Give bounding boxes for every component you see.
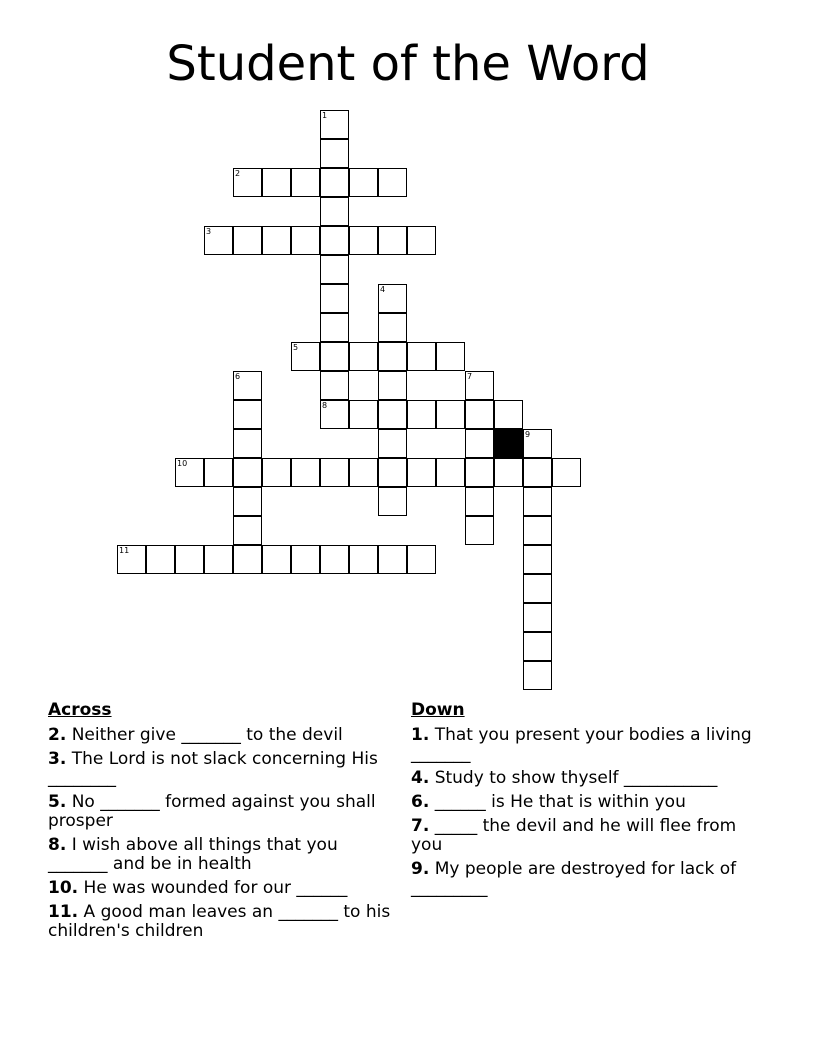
grid-cell[interactable] xyxy=(407,545,436,574)
page-title: Student of the Word xyxy=(166,36,650,92)
grid-cell[interactable] xyxy=(233,371,262,400)
grid-cell[interactable] xyxy=(523,545,552,574)
grid-cell[interactable] xyxy=(262,168,291,197)
clue-number: 6. xyxy=(411,792,430,812)
grid-cell[interactable] xyxy=(233,487,262,516)
grid-cell[interactable] xyxy=(523,458,552,487)
cell-number: 8 xyxy=(322,401,328,410)
cell-number: 9 xyxy=(525,430,531,439)
clue-down-7 xyxy=(411,817,756,855)
clue-down-6 xyxy=(411,793,756,812)
clue-text: A good man leaves an _______ to his children's children xyxy=(48,902,391,941)
grid-cell[interactable] xyxy=(320,255,349,284)
clue-text: _____ the devil and he will flee from you xyxy=(411,816,737,855)
grid-cell[interactable] xyxy=(349,226,378,255)
grid-cell[interactable] xyxy=(349,342,378,371)
clue-down-1 xyxy=(411,726,756,764)
across-heading: Across xyxy=(48,700,112,720)
grid-cell[interactable] xyxy=(233,400,262,429)
grid-cell[interactable] xyxy=(233,516,262,545)
grid-cell[interactable] xyxy=(378,168,407,197)
grid-cell[interactable] xyxy=(523,487,552,516)
clue-text: He was wounded for our ______ xyxy=(83,878,348,898)
clue-text: I wish above all things that you _______ and be in health xyxy=(48,835,338,874)
grid-cell[interactable] xyxy=(523,574,552,603)
grid-cell[interactable] xyxy=(465,487,494,516)
grid-cell[interactable] xyxy=(378,313,407,342)
grid-cell[interactable] xyxy=(291,458,320,487)
grid-cell[interactable] xyxy=(552,458,581,487)
clue-across-2 xyxy=(48,726,398,745)
grid-cell[interactable] xyxy=(204,226,233,255)
grid-cell[interactable] xyxy=(465,516,494,545)
clue-text: Neither give _______ to the devil xyxy=(71,725,343,745)
cell-number: 7 xyxy=(467,372,473,381)
grid-cell[interactable] xyxy=(465,429,494,458)
grid-cell[interactable] xyxy=(436,458,465,487)
grid-cell[interactable] xyxy=(320,139,349,168)
down-heading: Down xyxy=(411,700,465,720)
grid-cell[interactable] xyxy=(523,516,552,545)
grid-cell[interactable] xyxy=(320,313,349,342)
grid-cell[interactable] xyxy=(523,603,552,632)
clue-text: The Lord is not slack concerning His ________ xyxy=(48,749,378,788)
grid-cell[interactable] xyxy=(320,197,349,226)
clue-number: 10. xyxy=(48,878,79,898)
grid-cell[interactable] xyxy=(378,284,407,313)
clue-across-8 xyxy=(48,836,398,874)
grid-cell[interactable] xyxy=(407,342,436,371)
across-clues xyxy=(48,700,398,946)
grid-cell[interactable] xyxy=(320,545,349,574)
grid-cell[interactable] xyxy=(204,458,233,487)
clue-text: My people are destroyed for lack of _________ xyxy=(411,859,737,898)
grid-cell[interactable] xyxy=(349,400,378,429)
grid-cell[interactable] xyxy=(146,545,175,574)
grid-cell[interactable] xyxy=(320,110,349,139)
grid-cell[interactable] xyxy=(407,226,436,255)
cell-number: 2 xyxy=(235,169,241,178)
grid-cell[interactable] xyxy=(320,226,349,255)
grid-cell[interactable] xyxy=(320,371,349,400)
grid-cell[interactable] xyxy=(233,168,262,197)
grid-cell[interactable] xyxy=(320,458,349,487)
grid-cell[interactable] xyxy=(523,429,552,458)
grid-cell[interactable] xyxy=(233,226,262,255)
grid-cell[interactable] xyxy=(378,429,407,458)
clue-number: 5. xyxy=(48,792,67,812)
clue-down-4 xyxy=(411,769,756,788)
grid-cell[interactable] xyxy=(407,458,436,487)
grid-cell[interactable] xyxy=(378,545,407,574)
grid-cell[interactable] xyxy=(378,226,407,255)
clue-text: ______ is He that is within you xyxy=(434,792,686,812)
black-square xyxy=(494,429,523,458)
grid-cell[interactable] xyxy=(175,458,204,487)
cell-number: 6 xyxy=(235,372,241,381)
clue-number: 1. xyxy=(411,725,430,745)
cell-number: 11 xyxy=(119,546,130,555)
grid-cell[interactable] xyxy=(233,545,262,574)
grid-cell[interactable] xyxy=(349,168,378,197)
clue-number: 9. xyxy=(411,859,430,879)
grid-cell[interactable] xyxy=(175,545,204,574)
down-clues xyxy=(411,700,756,903)
grid-cell[interactable] xyxy=(378,342,407,371)
grid-cell[interactable] xyxy=(378,458,407,487)
clue-number: 2. xyxy=(48,725,67,745)
grid-cell[interactable] xyxy=(494,400,523,429)
grid-cell[interactable] xyxy=(291,226,320,255)
grid-cell[interactable] xyxy=(320,168,349,197)
clue-text: No _______ formed against you shall prosper xyxy=(48,792,376,831)
cell-number: 5 xyxy=(293,343,299,352)
grid-cell[interactable] xyxy=(117,545,146,574)
clue-text: Study to show thyself ___________ xyxy=(434,768,718,788)
grid-cell[interactable] xyxy=(233,429,262,458)
grid-cell[interactable] xyxy=(262,226,291,255)
grid-cell[interactable] xyxy=(378,371,407,400)
grid-cell[interactable] xyxy=(291,342,320,371)
grid-cell[interactable] xyxy=(262,458,291,487)
clue-number: 3. xyxy=(48,749,67,769)
grid-cell[interactable] xyxy=(349,545,378,574)
clue-down-9 xyxy=(411,860,756,898)
clue-number: 11. xyxy=(48,902,79,922)
grid-cell[interactable] xyxy=(291,168,320,197)
clue-across-5 xyxy=(48,793,398,831)
grid-cell[interactable] xyxy=(320,342,349,371)
grid-cell[interactable] xyxy=(233,458,262,487)
grid-cell[interactable] xyxy=(204,545,233,574)
grid-cell[interactable] xyxy=(349,458,378,487)
grid-cell[interactable] xyxy=(262,545,291,574)
clue-number: 4. xyxy=(411,768,430,788)
grid-cell[interactable] xyxy=(523,661,552,690)
grid-cell[interactable] xyxy=(523,632,552,661)
clue-number: 7. xyxy=(411,816,430,836)
grid-cell[interactable] xyxy=(378,487,407,516)
grid-cell[interactable] xyxy=(378,400,407,429)
clue-number: 8. xyxy=(48,835,67,855)
grid-cell[interactable] xyxy=(320,400,349,429)
grid-cell[interactable] xyxy=(436,342,465,371)
grid-cell[interactable] xyxy=(494,458,523,487)
grid-cell[interactable] xyxy=(465,458,494,487)
grid-cell[interactable] xyxy=(291,545,320,574)
clue-text: That you present your bodies a living _______ xyxy=(411,725,752,764)
grid-cell[interactable] xyxy=(407,400,436,429)
cell-number: 4 xyxy=(380,285,386,294)
grid-cell[interactable] xyxy=(465,371,494,400)
clue-across-10 xyxy=(48,879,398,898)
clue-across-3 xyxy=(48,750,398,788)
cell-number: 1 xyxy=(322,111,328,120)
cell-number: 3 xyxy=(206,227,212,236)
grid-cell[interactable] xyxy=(436,400,465,429)
clue-across-11 xyxy=(48,903,398,941)
cell-number: 10 xyxy=(177,459,188,468)
grid-cell[interactable] xyxy=(465,400,494,429)
grid-cell[interactable] xyxy=(320,284,349,313)
